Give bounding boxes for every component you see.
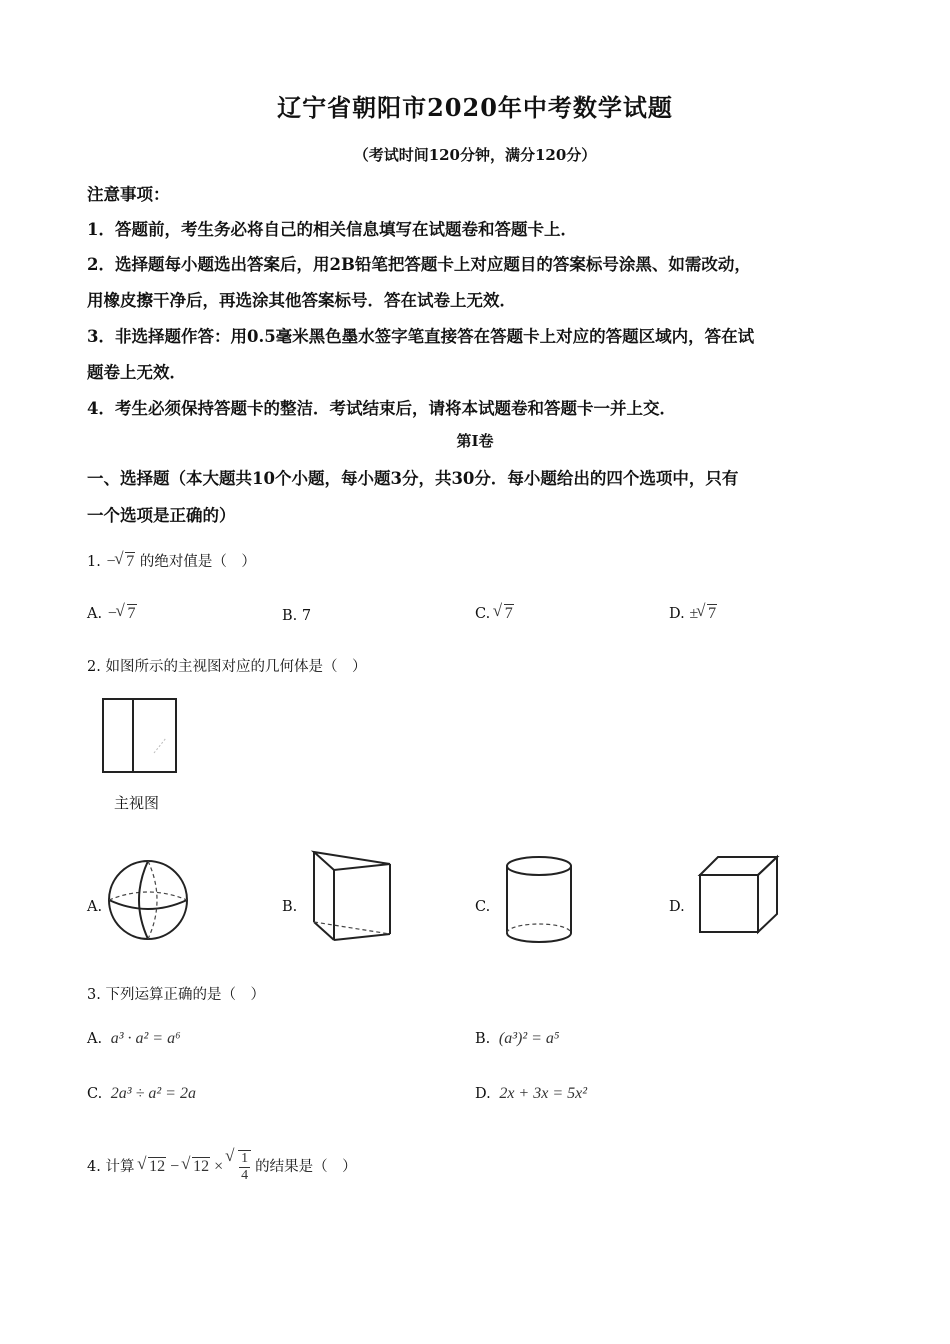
q2-option-b-label[interactable]: B. <box>282 899 298 915</box>
q2-option-c-label[interactable]: C. <box>475 899 491 915</box>
question-prefix: 4. 计算 <box>87 1159 135 1176</box>
q3-option-a[interactable] <box>87 1030 181 1048</box>
radicand: 12 <box>149 1158 166 1176</box>
question-1 <box>87 550 256 571</box>
question-2: 2. 如图所示的主视图对应的几何体是（ ） <box>87 659 367 675</box>
option-label: B. <box>475 1031 491 1047</box>
front-view-figure <box>102 698 178 774</box>
q3-option-c[interactable] <box>87 1085 196 1103</box>
sqrt-symbol <box>183 1158 210 1176</box>
option-label: D. <box>475 1086 491 1102</box>
option-label: A. <box>87 606 103 622</box>
times-sign: × <box>214 1158 224 1176</box>
math-expression <box>105 553 135 570</box>
notice-item-4: 4．考生必须保持答题卡的整洁．考试结束后，请将本试题卷和答题卡一并上交． <box>87 399 676 418</box>
front-view-caption: 主视图 <box>114 794 160 812</box>
sqrt-symbol <box>698 605 717 623</box>
question-text: 的结果是（ ） <box>255 1159 357 1176</box>
option-label: C. <box>475 606 491 622</box>
notice-item-2: 2．选择题每小题选出答案后，用2B铅笔把答题卡上对应题目的答案标号涂黑、如需改动， <box>87 255 751 274</box>
notice-item-3: 3．非选择题作答：用0.5毫米黑色墨水签字笔直接答在答题卡上对应的答题区域内，答在试 <box>87 327 755 346</box>
notice-item-1: 1．答题前，考生务必将自己的相关信息填写在试题卷和答题卡上． <box>87 220 577 239</box>
math-expression: a³ · a² = a⁶ <box>110 1030 181 1047</box>
q1-option-b[interactable] <box>282 608 311 624</box>
minus-sign: − <box>105 553 117 570</box>
q2-option-d-label[interactable]: D. <box>669 899 685 915</box>
question-3: 3. 下列运算正确的是（ ） <box>87 987 265 1003</box>
triangular-prism-figure[interactable] <box>310 850 394 942</box>
fraction <box>239 1151 250 1184</box>
option-label: C. <box>87 1086 103 1102</box>
page-subtitle: （考试时间120分钟，满分120分） <box>353 146 597 164</box>
q1-option-c[interactable] <box>475 605 514 623</box>
minus-sign: − <box>170 1158 180 1176</box>
q1-option-d[interactable] <box>669 605 717 623</box>
radicand: 7 <box>126 553 135 570</box>
sqrt-symbol <box>118 605 137 623</box>
notice-item-3-cont: 题卷上无效． <box>87 363 186 382</box>
volume-heading: 第I卷 <box>456 432 494 450</box>
cylinder-figure[interactable] <box>504 856 576 946</box>
question-number: 1. <box>87 554 101 570</box>
q2-option-a-label[interactable]: A. <box>87 899 103 915</box>
radicand: 12 <box>193 1158 210 1176</box>
math-expression <box>139 1151 255 1183</box>
radicand: 7 <box>504 605 513 622</box>
page-title: 辽宁省朝阳市2020年中考数学试题 <box>277 93 673 122</box>
sqrt-fraction <box>227 1150 251 1184</box>
option-label: A. <box>87 1031 103 1047</box>
q3-option-d[interactable] <box>475 1085 587 1103</box>
sphere-figure[interactable] <box>106 858 190 942</box>
q1-option-a[interactable] <box>87 605 137 623</box>
cube-figure[interactable] <box>698 855 780 935</box>
sqrt-symbol <box>495 605 514 623</box>
notice-item-2-cont: 用橡皮擦干净后，再选涂其他答案标号．答在试卷上无效． <box>87 291 516 310</box>
section-heading: 一、选择题（本大题共10个小题，每小题3分，共30分．每小题给出的四个选项中，只有 <box>87 469 739 488</box>
fraction-denominator: 4 <box>241 1168 249 1183</box>
sqrt-symbol <box>139 1158 166 1176</box>
math-expression: 2x + 3x = 5x² <box>499 1085 588 1102</box>
sqrt-symbol <box>116 553 135 571</box>
q3-option-b[interactable] <box>475 1030 559 1048</box>
fraction-numerator: √ 1 <box>241 1151 249 1166</box>
option-label: D. <box>669 606 685 622</box>
math-expression: 2a³ ÷ a² = 2a <box>110 1085 196 1102</box>
math-expression: (a³)² = a⁵ <box>498 1030 560 1047</box>
radicand: 7 <box>708 605 717 622</box>
question-text: 的绝对值是（ ） <box>139 554 256 570</box>
section-heading-cont: 一个选项是正确的） <box>87 506 236 525</box>
option-prefix: − <box>106 605 118 622</box>
notice-heading: 注意事项： <box>87 185 170 204</box>
question-4 <box>87 1150 357 1184</box>
option-prefix: ± <box>689 605 699 622</box>
radicand: 7 <box>127 605 136 622</box>
option-label: B. 7 <box>282 608 312 624</box>
